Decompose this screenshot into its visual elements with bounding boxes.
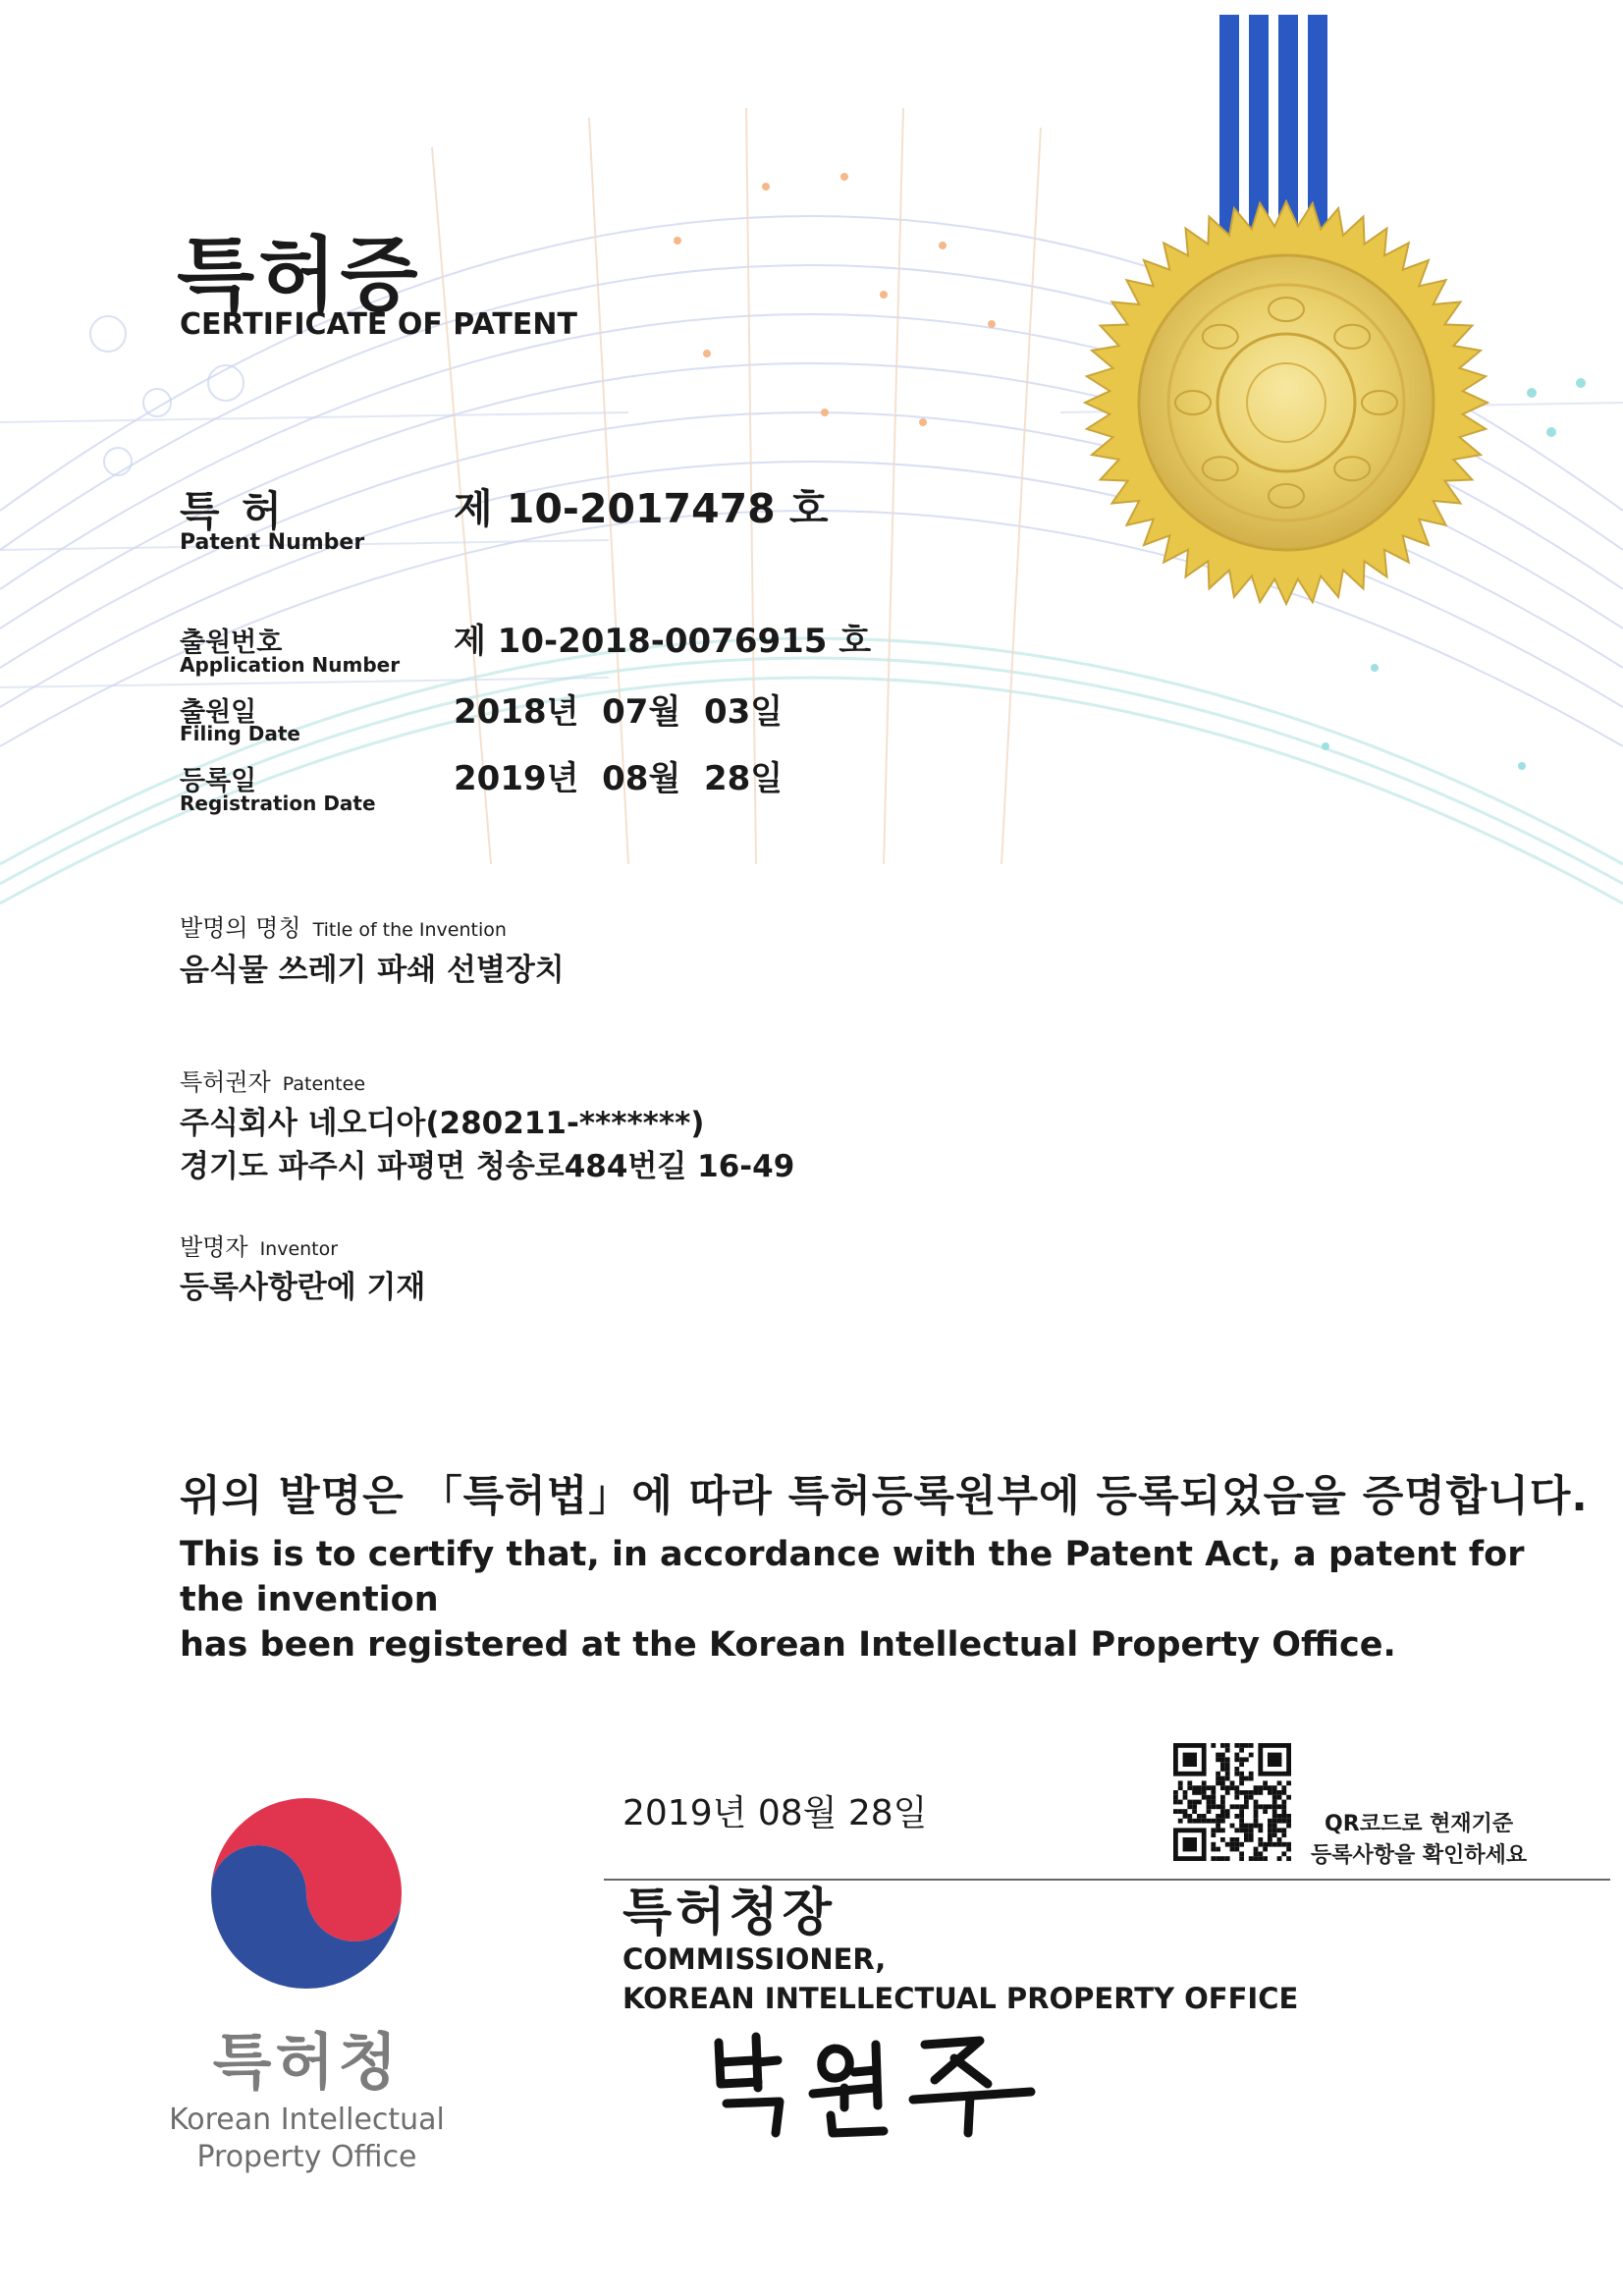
inventor-label bbox=[180, 1228, 338, 1262]
declaration-en-line1: This is to certify that, in accordance with the Patent Act, a patent for the invention bbox=[180, 1535, 1525, 1619]
registration-date-label: 등록일 bbox=[180, 766, 257, 796]
gold-seal bbox=[1085, 201, 1488, 604]
patentee-label-ko: 특허권자 bbox=[180, 1068, 271, 1096]
patentee-address: 경기도 파주시 파평면 청송로484번길 16-49 bbox=[180, 1149, 795, 1184]
inventor-label-en: Inventor bbox=[259, 1238, 339, 1260]
declaration-en bbox=[180, 1532, 1554, 1667]
qr-caption bbox=[1311, 1809, 1527, 1872]
declaration-ko: 위의 발명은 「특허법」에 따라 특허등록원부에 등록되었음을 증명합니다. bbox=[180, 1472, 1589, 1521]
registration-date-label-en: Registration Date bbox=[180, 792, 376, 815]
office-name-en-line2: Property Office bbox=[196, 2140, 417, 2174]
office-name-en-line1: Korean Intellectual bbox=[169, 2103, 445, 2137]
filing-date-label-en: Filing Date bbox=[180, 722, 300, 745]
filing-date-value: 2018년 07월 03일 bbox=[454, 692, 784, 732]
certificate-title: 특허증 bbox=[177, 229, 422, 322]
application-number-label-en: Application Number bbox=[180, 653, 401, 677]
qr-caption-line1: QR코드로 현재기준 bbox=[1325, 1812, 1514, 1836]
qr-code bbox=[1173, 1743, 1291, 1861]
office-name-en bbox=[157, 2102, 457, 2176]
inventor-value: 등록사항란에 기재 bbox=[180, 1270, 426, 1305]
invention-title-value: 음식물 쓰레기 파쇄 선별장치 bbox=[180, 953, 565, 988]
invention-title-label bbox=[180, 908, 507, 943]
invention-title-label-ko: 발명의 명칭 bbox=[180, 914, 301, 942]
application-number-value: 제 10-2018-0076915 호 bbox=[454, 622, 872, 661]
commissioner-title-en-line2: KOREAN INTELLECTUAL PROPERTY OFFICE bbox=[622, 1982, 1299, 2015]
commissioner-title-en bbox=[622, 1940, 1298, 2018]
certificate-title-en: CERTIFICATE OF PATENT bbox=[180, 307, 577, 342]
office-name-ko: 특허청 bbox=[212, 2026, 402, 2098]
patent-number-value: 제 10-2017478 호 bbox=[454, 485, 829, 532]
invention-title-label-en: Title of the Invention bbox=[312, 919, 507, 941]
patentee-label-en: Patentee bbox=[282, 1073, 366, 1095]
patentee-name: 주식회사 네오디아(280211-*******) bbox=[180, 1106, 705, 1141]
filing-date-label: 출원일 bbox=[180, 697, 257, 728]
declaration-en-line2: has been registered at the Korean Intellectual Property Office. bbox=[180, 1625, 1396, 1665]
patent-number-label: 특 허 bbox=[180, 487, 286, 535]
patent-number-label-en: Patent Number bbox=[180, 530, 365, 555]
commissioner-signature bbox=[707, 2023, 1041, 2141]
commissioner-title: 특허청장 bbox=[622, 1884, 836, 1942]
taegeuk-emblem bbox=[208, 1795, 405, 1992]
inventor-label-ko: 발명자 bbox=[180, 1233, 248, 1261]
qr-caption-line2: 등록사항을 확인하세요 bbox=[1311, 1843, 1528, 1868]
issue-date: 2019년 08월 28일 bbox=[622, 1793, 928, 1833]
patentee-label bbox=[180, 1063, 365, 1097]
registration-date-value: 2019년 08월 28일 bbox=[454, 759, 784, 798]
commissioner-title-en-line1: COMMISSIONER, bbox=[622, 1942, 887, 1976]
application-number-label: 출원번호 bbox=[180, 628, 283, 658]
